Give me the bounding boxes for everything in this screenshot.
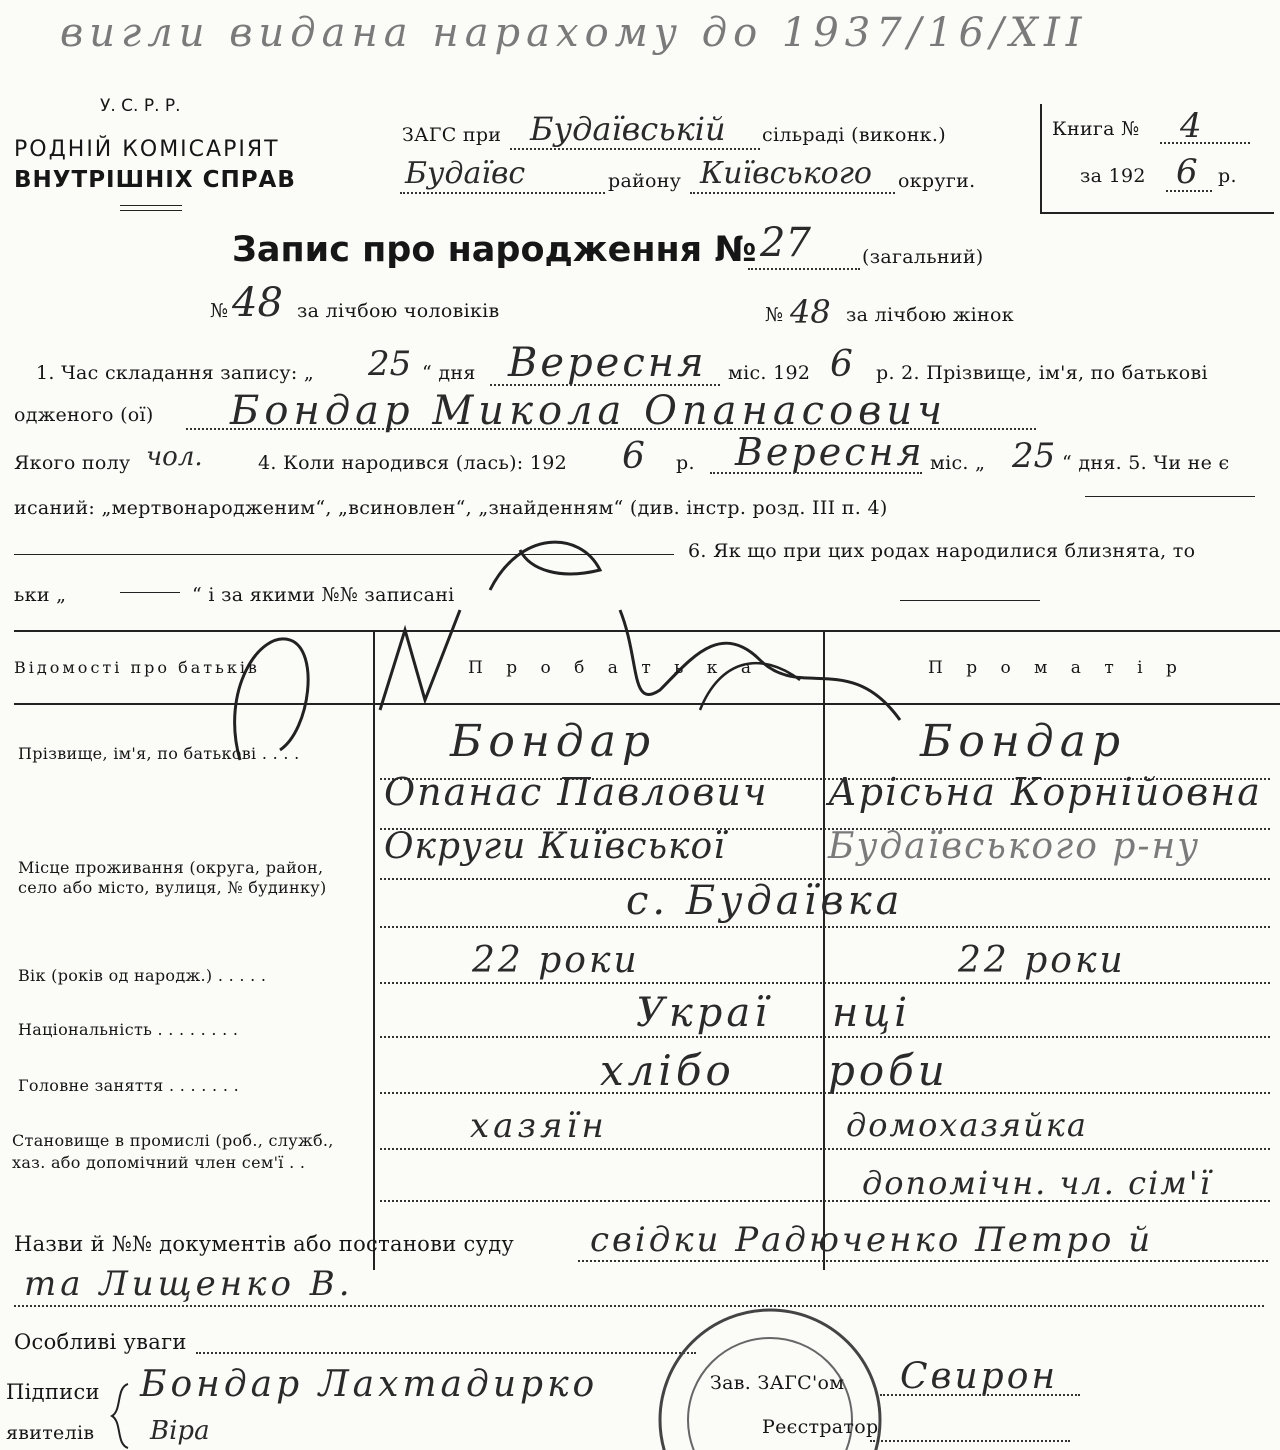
entry-month-hand: Вересня (508, 340, 707, 386)
okruh-hand: Київського (700, 156, 872, 191)
twins-numbers-label: “ і за якими №№ записані (192, 584, 455, 606)
book-year-label: за 192 (1080, 165, 1146, 187)
record-number-line (748, 268, 860, 270)
birth-date-label: 4. Коли народився (лась): 192 (258, 452, 568, 474)
documents-line (578, 1260, 1268, 1262)
book-line (1160, 142, 1250, 144)
documents-label: Назви й №№ документів або постанови суду (14, 1232, 515, 1256)
men-count-label: за лічбою чоловіків (297, 300, 500, 322)
book-label: Книга № (1052, 118, 1140, 140)
newborn-label: оджeного (ої) (14, 404, 154, 426)
applicants-hand: Віра (150, 1416, 210, 1446)
okruh-label: округи. (898, 170, 976, 192)
mother-given-name: Арісьна Корнійовна (828, 770, 1262, 814)
record-general-label: (загальний) (862, 246, 984, 268)
women-number-hand: 48 (790, 293, 831, 331)
birth-line-tail: “ дня. 5. Чи не є (1062, 452, 1230, 474)
documents-line-2 (14, 1305, 1264, 1307)
row-line-5 (380, 982, 1270, 984)
registrar-line (870, 1440, 1070, 1442)
col-parents-header: Відомості про батьків (14, 658, 260, 677)
row-label-occupation: Головне заняття . . . . . . . (18, 1076, 239, 1095)
father-status: хазяїн (470, 1106, 608, 1146)
father-okruh: Округи Київської (384, 826, 726, 867)
signatures-label: Підписи (6, 1380, 100, 1404)
internal-affairs-label: ВНУТРІШНІХ СПРАВ (14, 167, 296, 193)
entry-month-line (490, 384, 720, 386)
twins-count-label: ьки „ (14, 584, 67, 606)
applicants-brace (108, 1382, 132, 1450)
book-year-hand: 6 (1176, 152, 1198, 192)
row-label-status: Становище в промислі (роб., служб., хаз. або допомічний член сем'ї . . (12, 1131, 334, 1172)
col-father-header: П р о б а т ь к а (468, 658, 760, 678)
row-line-4 (380, 926, 1270, 928)
birth-year-hand: 6 (622, 436, 645, 477)
women-number-label: № (765, 304, 784, 326)
mother-age: 22 роки (958, 940, 1126, 981)
entry-year-hand: 6 (830, 344, 853, 385)
row-line-6 (380, 1036, 1270, 1038)
raion-line (400, 192, 605, 194)
header-rule-2 (120, 210, 182, 211)
entry-line1-tail: р. 2. Прізвище, ім'я, по батькові (876, 362, 1208, 384)
zags-village-hand: Будаївській (530, 110, 726, 148)
silrada-label: сільраді (виконк.) (762, 124, 946, 146)
sex-label: Якого полу (14, 452, 131, 474)
mother-surname: Бондар (920, 716, 1127, 767)
okruh-line (690, 192, 895, 194)
birth-month-label: міс. „ (930, 452, 986, 474)
commissariat-label: РОДНІЙ КОМІСАРІЯТ (14, 137, 280, 162)
twins-question: 6. Як що при цих родах народилися близнята, то (688, 540, 1196, 562)
entry-day-hand: 25 (368, 344, 412, 384)
table-top-rule (14, 630, 1280, 632)
father-given-name: Опанас Павлович (384, 770, 769, 814)
zags-head-label: Зав. ЗАГС'ом (710, 1372, 845, 1394)
mother-occupation: роби (828, 1046, 949, 1095)
row-label-name: Прізвище, ім'я, по батькові . . . . (18, 744, 300, 763)
father-village: с. Будаївка (626, 878, 904, 924)
status-question: исаний: „мертвонародженим“, „всиновлен“, „знайденням“ (див. інстр. розд. III п. 4) (14, 497, 888, 519)
entry-month-label: міс. 192 (728, 362, 811, 384)
book-year-suffix: р. (1218, 165, 1237, 187)
ussr-label: У. С. Р. Р. (100, 96, 181, 116)
men-number-label: № (210, 300, 229, 322)
father-nationality: Украї (636, 990, 772, 1036)
father-surname: Бондар (450, 716, 657, 767)
women-count-label: за лічбою жінок (846, 304, 1014, 326)
entry-day-suffix: “ дня (422, 362, 476, 384)
row-label-nationality: Національність . . . . . . . . (18, 1020, 239, 1039)
entry-time-label: 1. Час складання запису: „ (36, 362, 315, 384)
table-col-divider-1 (373, 630, 375, 1270)
mother-status-2: допомічн. чл. сім'ї (862, 1164, 1212, 1202)
header-rule-1 (120, 205, 182, 206)
documents-hand-2: та Лищенко В. (24, 1264, 354, 1304)
special-notes-line (196, 1352, 696, 1354)
zags-head-line (880, 1394, 1080, 1396)
special-notes-label: Особливі уваги (14, 1330, 187, 1354)
table-col-divider-2 (823, 630, 825, 1270)
registrar-label: Реєстратор (762, 1416, 879, 1438)
row-line-8 (380, 1148, 1270, 1150)
mother-nationality: нці (832, 990, 912, 1036)
newborn-name-hand: Бондар Микола Опанасович (230, 388, 948, 434)
twins-numbers-dash (900, 600, 1040, 601)
men-number-hand: 48 (232, 280, 283, 326)
mother-raion: Будаївського р-ну (828, 826, 1201, 867)
sex-hand: чол. (146, 442, 203, 472)
raion-label: району (608, 170, 682, 192)
zags-head-signature: Свирон (900, 1356, 1059, 1397)
table-header-rule (14, 703, 1280, 705)
status-answer-dash (1085, 496, 1255, 497)
applicants-label: явителів (6, 1422, 95, 1444)
zags-prefix: ЗАГС при (402, 124, 502, 146)
top-handwritten-note: вигли видана нарахому до 1937/16/XII (60, 10, 1088, 56)
birth-year-suffix: р. (676, 452, 695, 474)
signatures-hand: Бондар Лахтадирко (140, 1364, 599, 1405)
row-label-residence: Місце проживання (округа, район, село або місто, вулиця, № будинку) (18, 858, 327, 897)
mother-status: домохазяйка (846, 1106, 1088, 1144)
zags-village-line (510, 148, 760, 150)
father-age: 22 роки (472, 940, 640, 981)
birth-month-line (710, 472, 922, 474)
book-year-line (1166, 190, 1212, 192)
col-mother-header: П р о м а т і р (928, 658, 1186, 678)
birth-month-hand: Вересня (735, 430, 925, 474)
record-title: Запис про народження № (232, 230, 757, 270)
book-number-hand: 4 (1180, 106, 1202, 146)
documents-hand: свідки Радюченко Петро й (590, 1220, 1154, 1260)
row-label-age: Вік (років од народж.) . . . . . (18, 966, 267, 985)
record-number-hand: 27 (760, 220, 811, 266)
row-line-7 (380, 1092, 1270, 1094)
birth-day-hand: 25 (1012, 436, 1056, 476)
father-occupation: хлібо (600, 1046, 735, 1095)
raion-hand: Будаївс (405, 156, 526, 191)
twins-count-dash (120, 592, 180, 593)
